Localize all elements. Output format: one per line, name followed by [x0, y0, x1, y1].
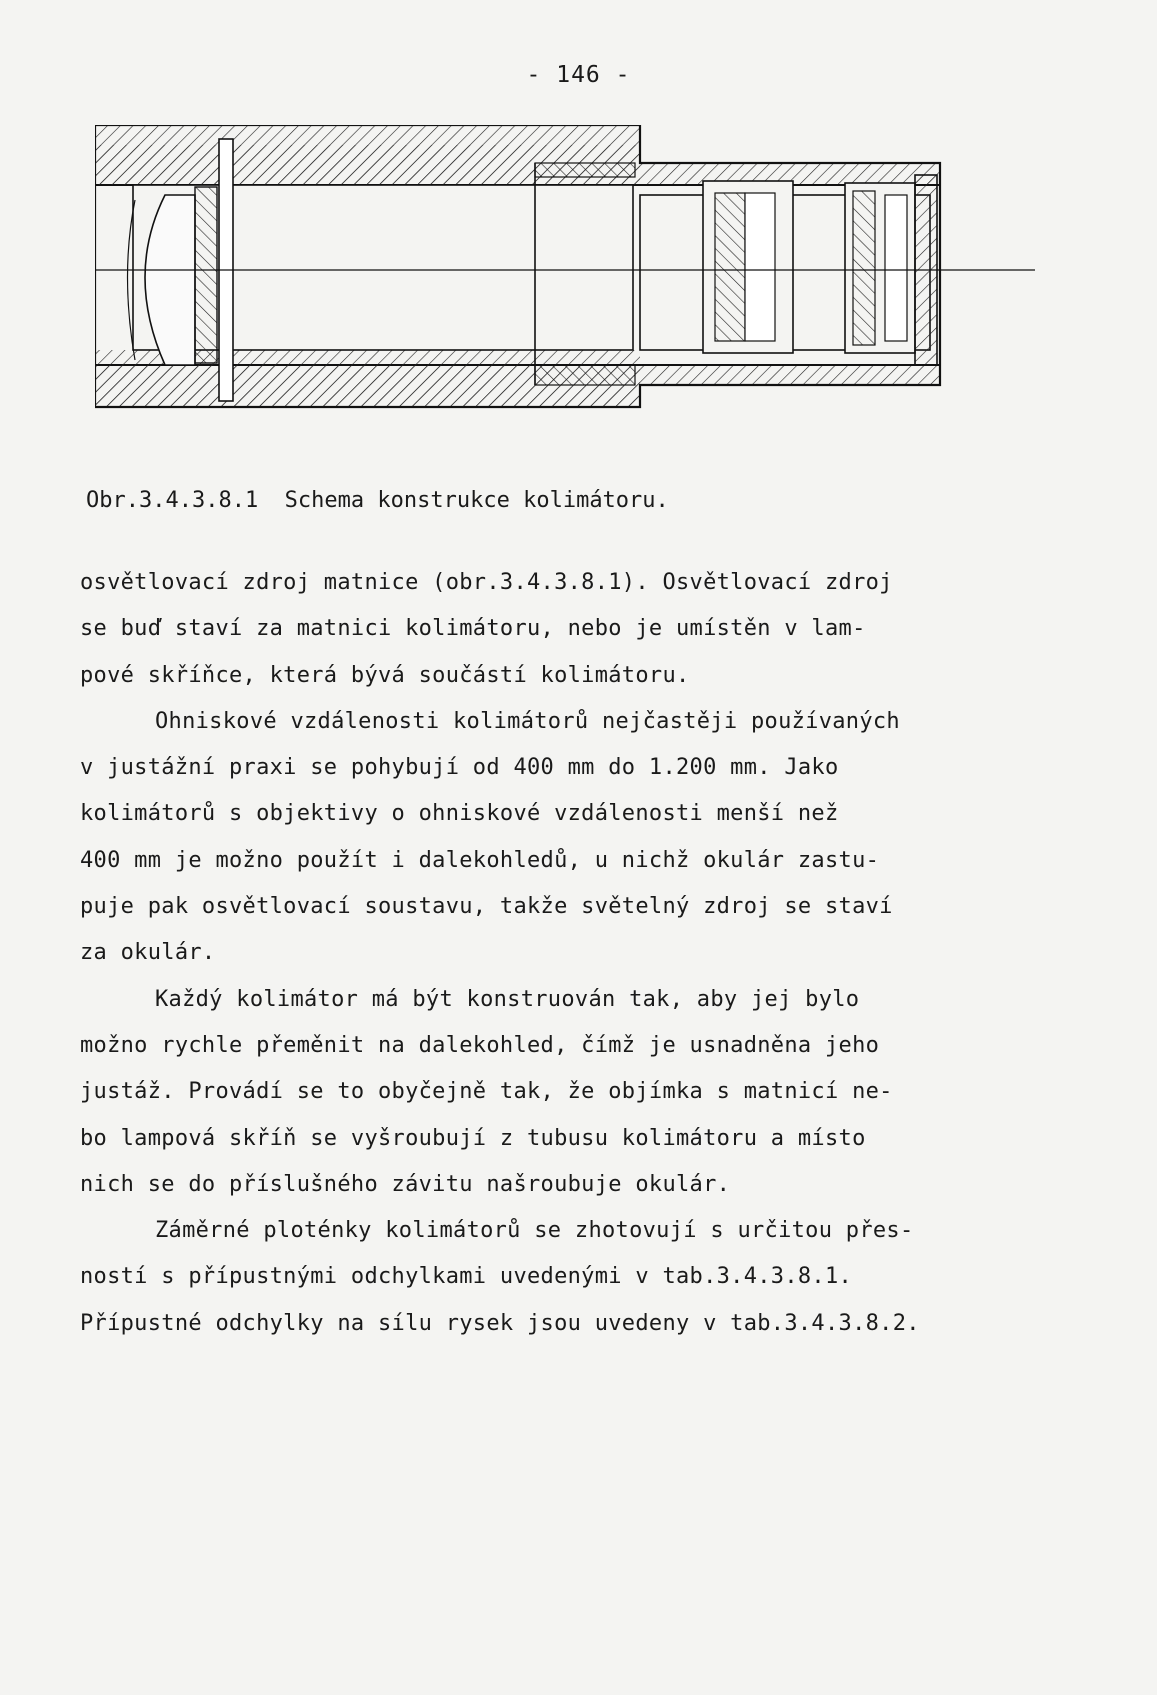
text-line: za okulár.: [80, 940, 216, 966]
paragraph-4: [80, 1208, 1020, 1347]
text-line: osvětlovací zdroj matnice (obr.3.4.3.8.1). Osvětlovací zdroj: [80, 570, 893, 595]
text-line: v justážní praxi se pohybují od 400 mm do 1.200 mm. Jako: [80, 755, 839, 781]
text-line: nich se do příslušného závitu našroubuje okulár.: [80, 1171, 731, 1197]
page-number: - 146 -: [526, 62, 631, 88]
text-line: Ohniskové vzdálenosti kolimátorů nejčastěji používaných: [155, 708, 900, 734]
text-line: pové skříňce, která bývá součástí kolimátoru.: [80, 662, 690, 688]
paragraph-1: [80, 560, 1020, 699]
text-line: kolimátorů s objektivy o ohniskové vzdálenosti menší než: [80, 801, 839, 827]
text-line: možno rychle přeměnit na dalekohled, čímž je usnadněna jeho: [80, 1032, 880, 1058]
text-line: 400 mm je možno použít i dalekohledů, u nichž okulár zastu-: [80, 847, 880, 873]
text-line: bo lampová skříň se vyšroubují z tubusu kolimátoru a místo: [80, 1125, 866, 1151]
text-line: ností s přípustnými odchylkami uvedenými v tab.3.4.3.8.1.: [80, 1264, 853, 1290]
paragraph-2: [80, 699, 1020, 977]
text-line: puje pak osvětlovací soustavu, takže světelný zdroj se staví: [80, 894, 893, 920]
text-line: se buď staví za matnici kolimátoru, nebo je umístěn v lam-: [80, 616, 866, 642]
body-text: [80, 560, 1020, 1347]
text-line: justáž. Provádí se to obyčejně tak, že objímka s matnicí ne-: [80, 1079, 893, 1105]
text-line: Každý kolimátor má být konstruován tak, aby jej bylo: [155, 986, 860, 1012]
collimator-diagram-svg: [95, 125, 1035, 455]
figure-caption: Obr.3.4.3.8.1 Schema konstrukce kolimátoru.: [86, 488, 669, 513]
text-line: Přípustné odchylky na sílu rysek jsou uvedeny v tab.3.4.3.8.2.: [80, 1310, 920, 1336]
text-line: Záměrné ploténky kolimátorů se zhotovují s určitou přes-: [155, 1218, 914, 1244]
collimator-cross-section-drawing: [95, 125, 1035, 455]
paragraph-3: [80, 977, 1020, 1208]
